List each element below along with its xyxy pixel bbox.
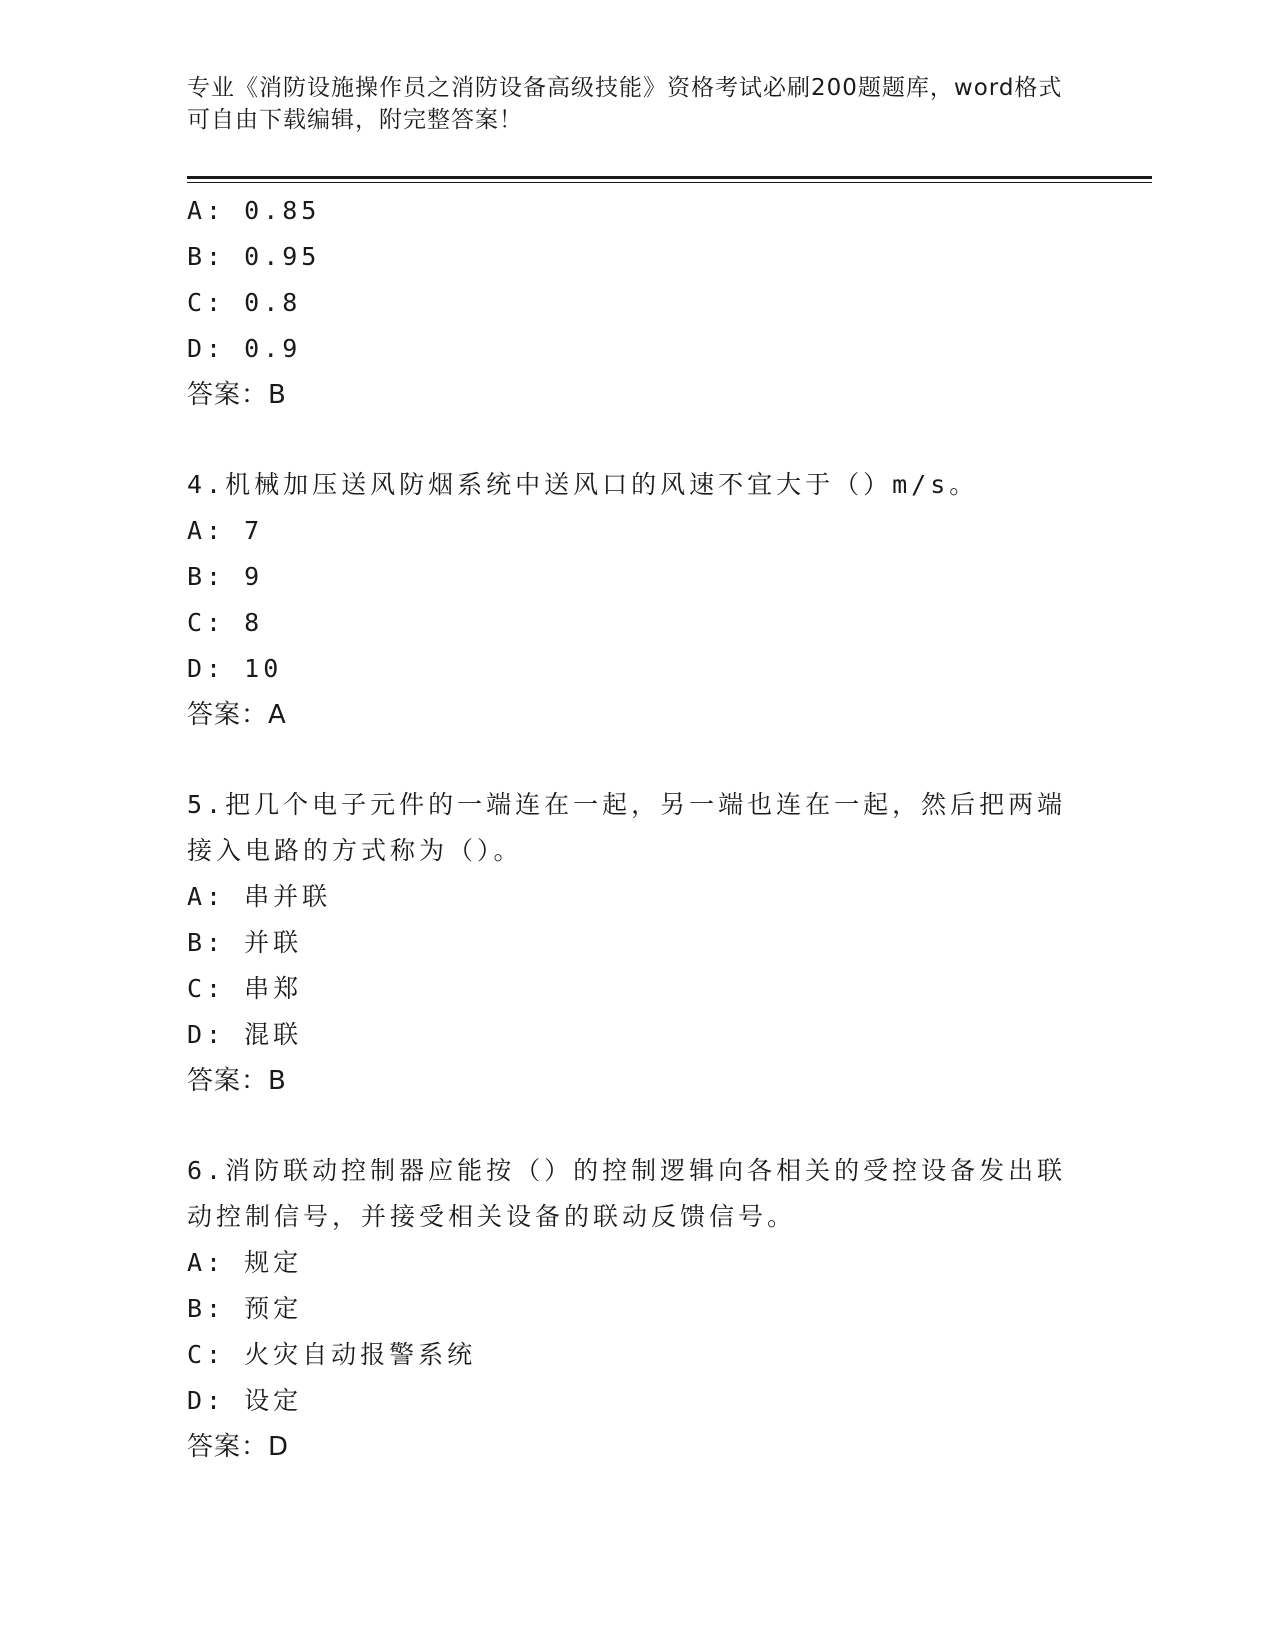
question-text: 5.把几个电子元件的一端连在一起，另一端也连在一起，然后把两端接入电路的方式称为（）。 [187,790,1067,865]
question-text: 6.消防联动控制器应能按（）的控制逻辑向各相关的受控设备发出联动控制信号，并接受相关设备的联动反馈信号。 [187,1156,1067,1231]
option-c: C: 8 [187,608,264,637]
header-divider-thin [187,182,1152,183]
question-4 [187,462,1067,738]
question-5 [187,782,1067,1104]
option-a: A: 7 [187,516,264,545]
option-c: C: 串郑 [187,974,303,1003]
option-c: C: 0.8 [187,288,302,317]
option-b: B: 并联 [187,928,303,957]
option-d: D: 混联 [187,1020,303,1049]
option-b: B: 0.95 [187,242,321,271]
option-b: B: 9 [187,562,264,591]
answer-line: 答案：B [187,380,287,410]
question-text: 4.机械加压送风防烟系统中送风口的风速不宜大于（）m/s。 [187,470,979,499]
option-c: C: 火灾自动报警系统 [187,1340,477,1369]
option-d: D: 0.9 [187,334,302,363]
question-6 [187,1148,1067,1470]
document-header: 专业《消防设施操作员之消防设备高级技能》资格考试必刷200题题库，word格式可自由下载编辑，附完整答案！ [187,75,1063,133]
option-a: A: 0.85 [187,196,321,225]
question-3-continued [187,188,1067,418]
option-b: B: 预定 [187,1294,303,1323]
answer-line: 答案：A [187,700,287,730]
question-list [187,188,1067,1470]
answer-line: 答案：D [187,1432,290,1462]
option-d: D: 设定 [187,1386,303,1415]
option-a: A: 串并联 [187,882,332,911]
option-d: D: 10 [187,654,283,683]
header-divider-thick [187,176,1152,179]
option-a: A: 规定 [187,1248,303,1277]
answer-line: 答案：B [187,1066,287,1096]
